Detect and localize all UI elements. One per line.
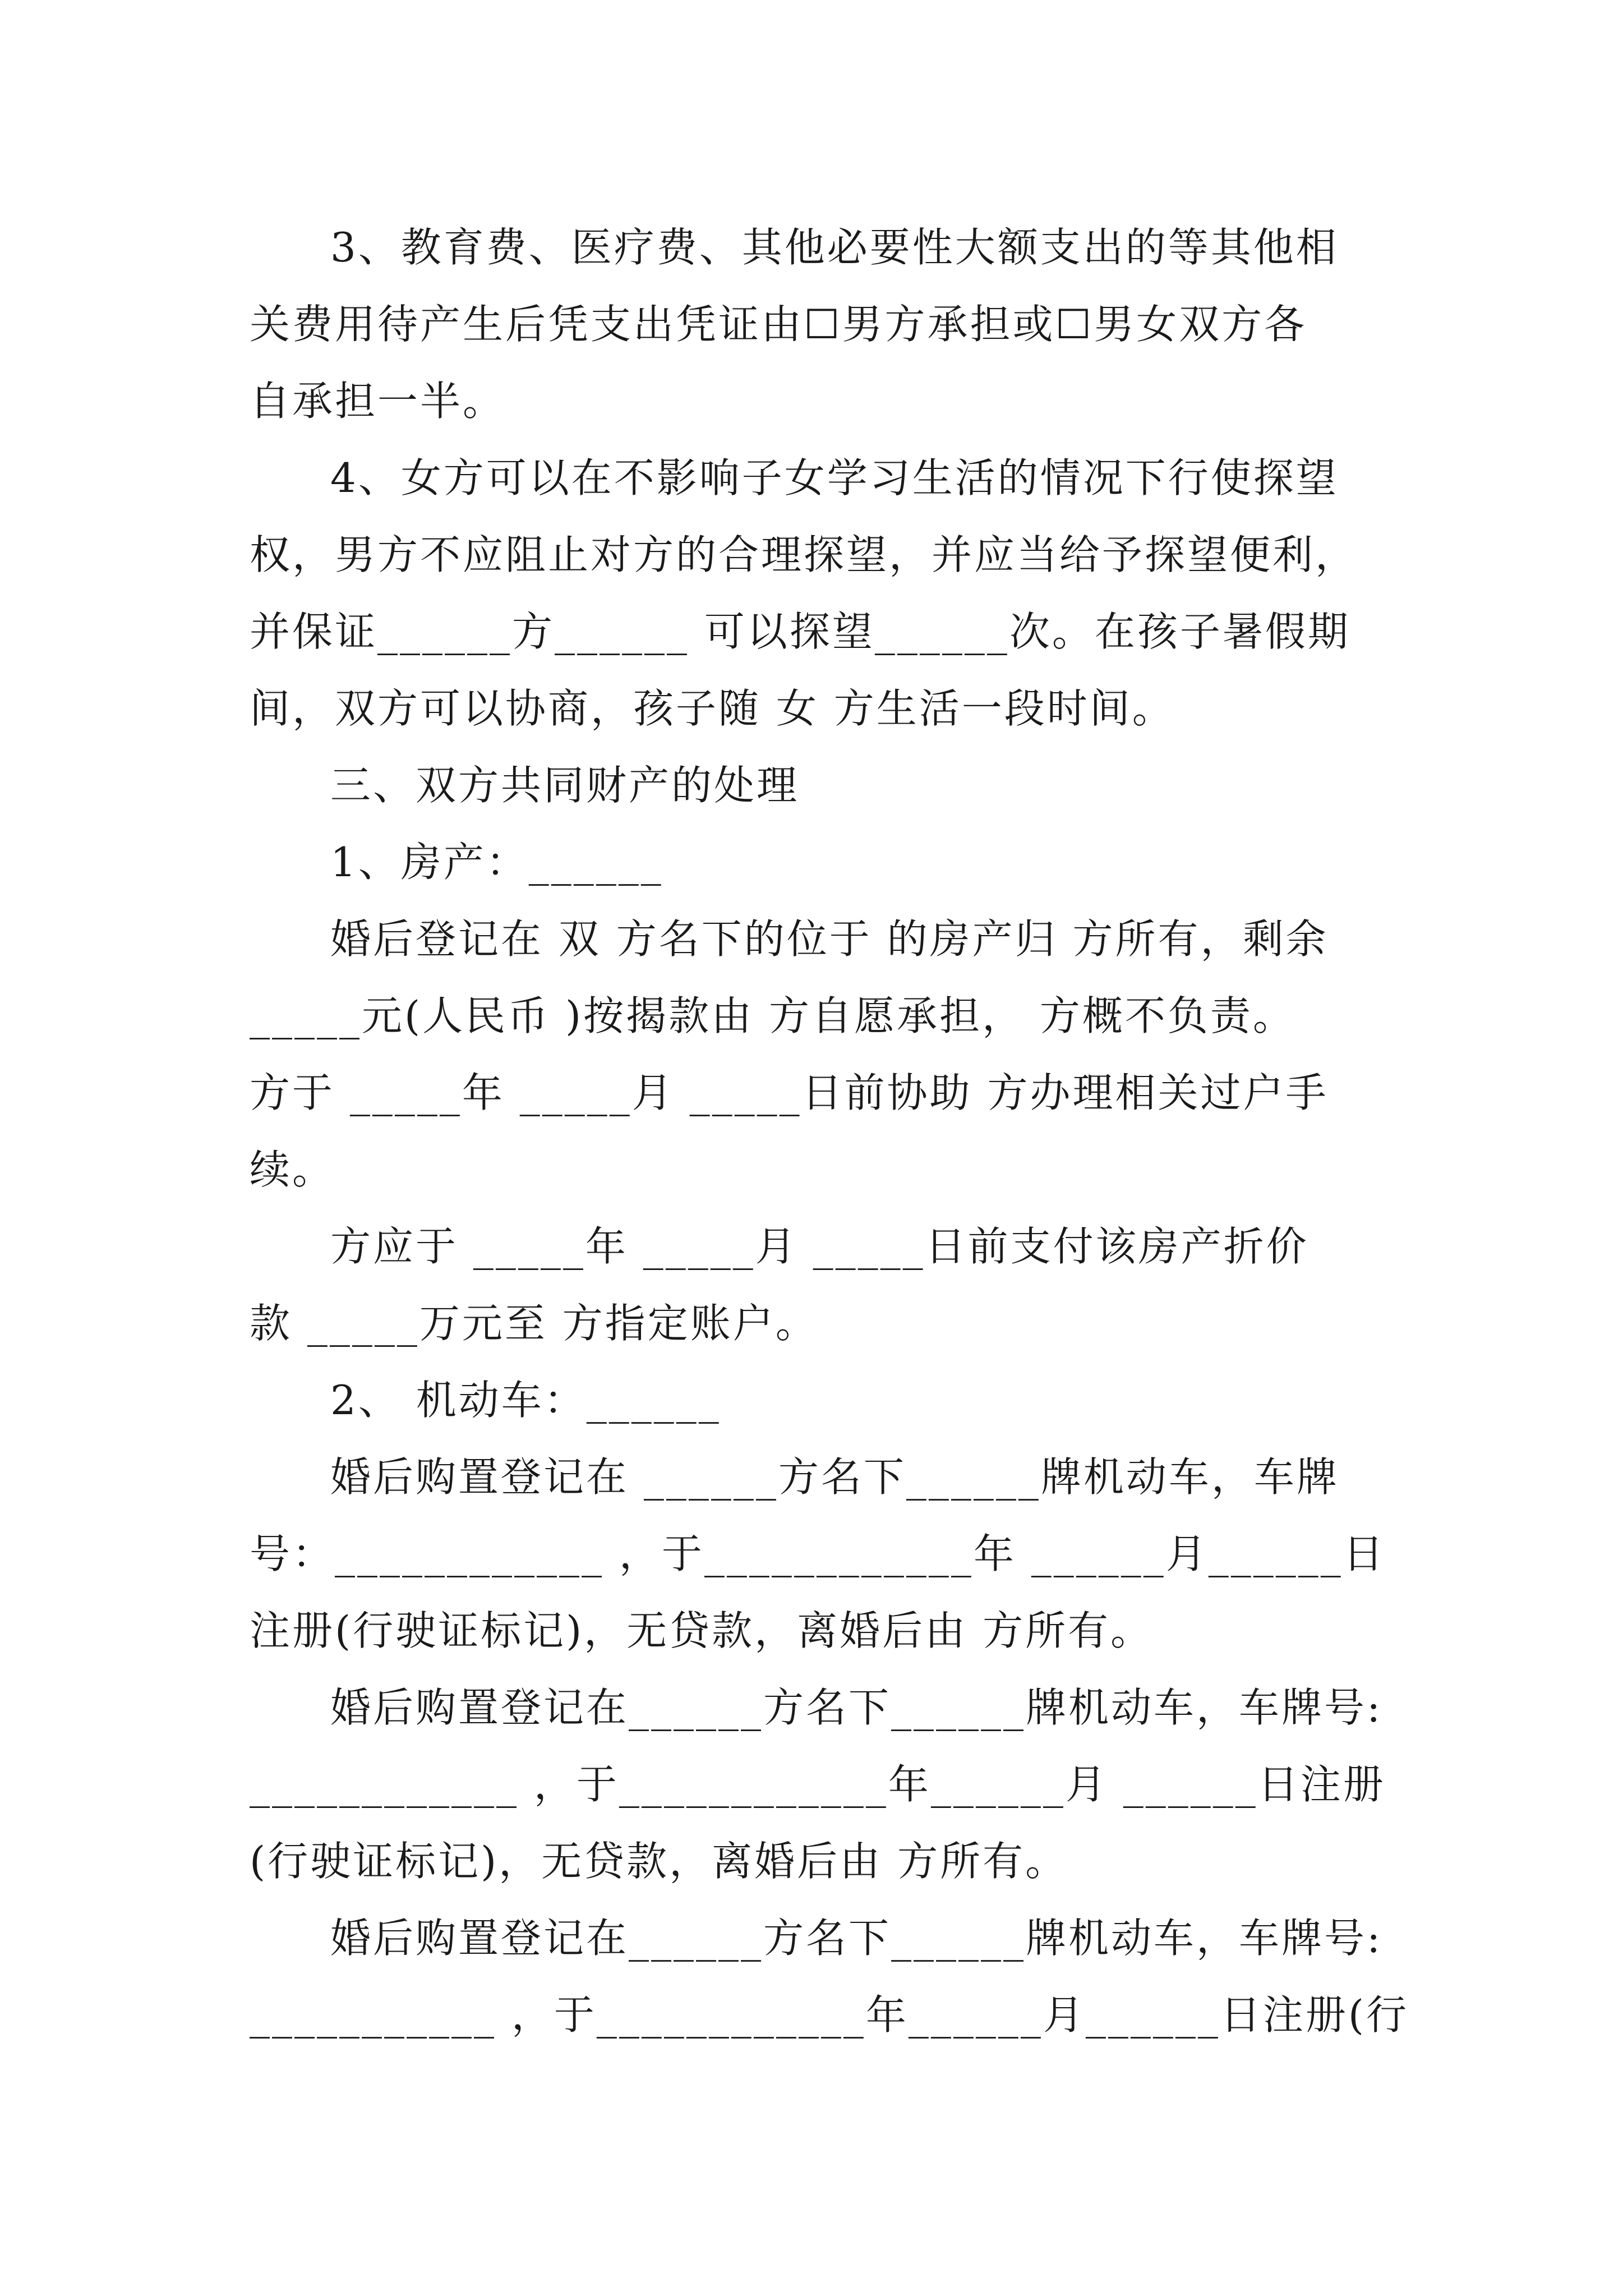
text-line: 并保证______方______ 可以探望______次。在孩子暑假期 <box>250 608 1350 655</box>
text-line: 方应于 _____年 _____月 _____日前支付该房产折价 <box>330 1223 1309 1270</box>
text-line: 关费用待产生后凭支出凭证由☐男方承担或☐男女双方各 <box>250 301 1307 348</box>
text-line: 4、女方可以在不影响子女学习生活的情况下行使探望 <box>330 454 1339 501</box>
text-line: ___________ ，于____________年______月______日注册(行 <box>250 1991 1409 2039</box>
document-body <box>250 209 1409 2054</box>
text-line: 婚后购置登记在______方名下______牌机动车，车牌号: <box>330 1684 1383 1731</box>
text-line: 婚后购置登记在______方名下______牌机动车，车牌号: <box>330 1915 1383 1962</box>
text-line: 权，男方不应阻止对方的合理探望，并应当给予探望便利， <box>250 531 1358 578</box>
text-line: (行驶证标记)，无贷款，离婚后由 方所有。 <box>250 1838 1068 1885</box>
text-line: 自承担一半。 <box>250 378 506 425</box>
text-line: 注册(行驶证标记)，无贷款，离婚后由 方所有。 <box>250 1607 1154 1654</box>
text-line: 3、教育费、医疗费、其他必要性大额支出的等其他相 <box>330 224 1339 271</box>
subsection-heading: 2、 机动车：______ <box>330 1377 721 1424</box>
subsection-heading: 1、房产：______ <box>330 839 663 886</box>
text-line: 方于 _____年 _____月 _____日前协助 方办理相关过户手 <box>250 1069 1329 1116</box>
section-heading: 三、双方共同财产的处理 <box>330 762 800 809</box>
text-line: _____元(人民币 )按揭款由 方自愿承担， 方概不负责。 <box>250 992 1295 1039</box>
text-line: 号：____________ ，于____________年 ______月______日 <box>250 1530 1386 1577</box>
text-line: 款 _____万元至 方指定账户。 <box>250 1300 818 1347</box>
text-line: ____________ ，于____________年______月 ______日注册 <box>250 1761 1386 1808</box>
text-line: 婚后登记在 双 方名下的位于 的房产归 方所有，剩余 <box>330 915 1329 963</box>
text-line: 婚后购置登记在 ______方名下______牌机动车，车牌 <box>330 1453 1339 1501</box>
text-line: 续。 <box>250 1146 335 1193</box>
text-line: 间，双方可以协商，孩子随 女 方生活一段时间。 <box>250 685 1175 732</box>
